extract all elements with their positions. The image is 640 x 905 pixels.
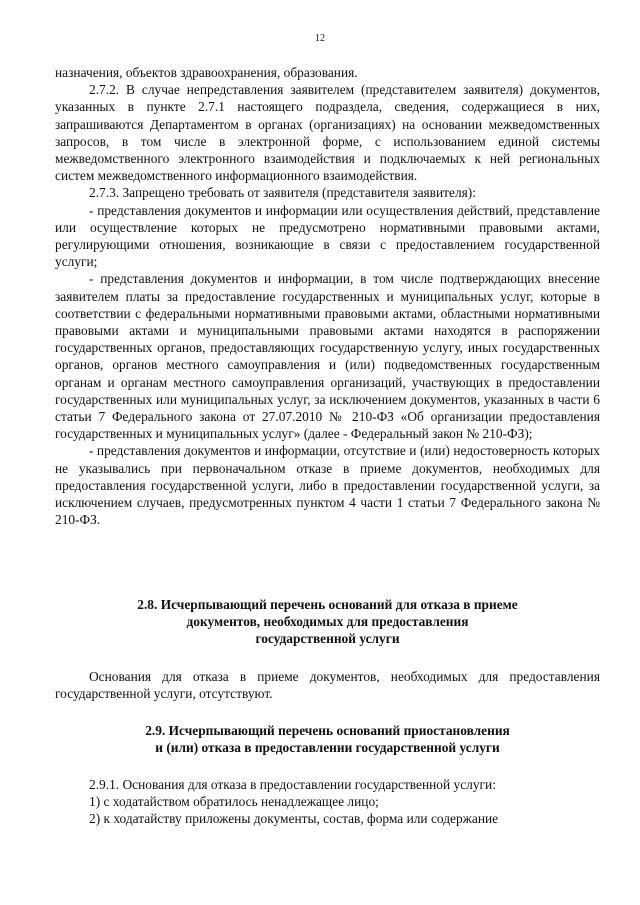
paragraph-2-9-1: 2.9.1. Основания для отказа в предоставлении государственной услуги: [89,777,496,792]
list-item-2: - представления документов и информации, в том числе подтверждающих внесение заявителем платы за предоставление государственных и муниципальных услуг, которые в соответствии с федеральными нормативными правовыми актами, областными нормативными правовыми актами и муниципальными правовыми актами находятся в распоряжении государственных органов, предоставляющих государственную услугу, иных государственных органов, органов местного самоуправления и (или) подведомственных государственным органам и органам местного самоуправления организаций, участвующих в предоставлении государственных или муниципальных услуг, за исключением документов, указанных в части 6 статьи 7 Федерального закона от 27.07.2010 № 210-ФЗ «Об организации предоставления государственных и муниципальных услуг» (далее - Федеральный закон № 210-ФЗ); [55,271,600,442]
section-heading-2-8 [55,596,600,648]
body-text-block-1 [55,64,600,528]
heading-line: 2.9. Исчерпывающий перечень оснований приостановления [145,723,510,738]
paragraph-2-7-3: 2.7.3. Запрещено требовать от заявителя (представителя заявителя): [89,185,476,201]
list-item-1: 1) с ходатайством обратилось ненадлежащее лицо; [89,794,379,810]
heading-line: документов, необходимых для предоставления [186,614,469,630]
list-item-1: - представления документов и информации или осуществления действий, представление или осуществление которых не предусмотрено нормативными правовыми актами, регулирующими отношения, возникающие в связи с предоставлением государственной услуги; [55,202,600,270]
paragraph-2-7-2: 2.7.2. В случае непредставления заявителем (представителем заявителя) документов, указанных в пункте 2.7.1 настоящего подраздела, сведения, содержащиеся в них, запрашиваются Департаментом в органах (организациях) на основании межведомственных запросов, в том числе в электронной форме, с использованием единой системы межведомственного электронного взаимодействия и подключаемых к ней региональных систем межведомственного информационного взаимодействия. [55,82,600,184]
heading-line: 2.8. Исчерпывающий перечень оснований для отказа в приеме [137,597,518,612]
section-heading-2-9 [55,722,600,756]
list-item-3: - представления документов и информации, отсутствие и (или) недостоверность которых не указывались при первоначальном отказе в приеме документов, необходимых для предоставления государственной услуги, либо в предоставлении государственной услуги, за исключением случаев, предусмотренных пунктом 4 части 1 статьи 7 Федерального закона № 210-ФЗ. [55,443,600,528]
paragraph-no-grounds: Основания для отказа в приеме документов, необходимых для предоставления государственной услуги, отсутствуют. [55,669,600,702]
heading-line: и (или) отказа в предоставлении государственной услуги [155,740,500,756]
paragraph-continuation: назначения, объектов здравоохранения, образования. [55,65,358,80]
heading-line: государственной услуги [255,631,400,647]
page-number: 12 [315,33,325,44]
list-item-2: 2) к ходатайству приложены документы, состав, форма или содержание [89,811,499,827]
body-text-block-3 [55,776,600,828]
body-text-block-2 [55,668,600,702]
